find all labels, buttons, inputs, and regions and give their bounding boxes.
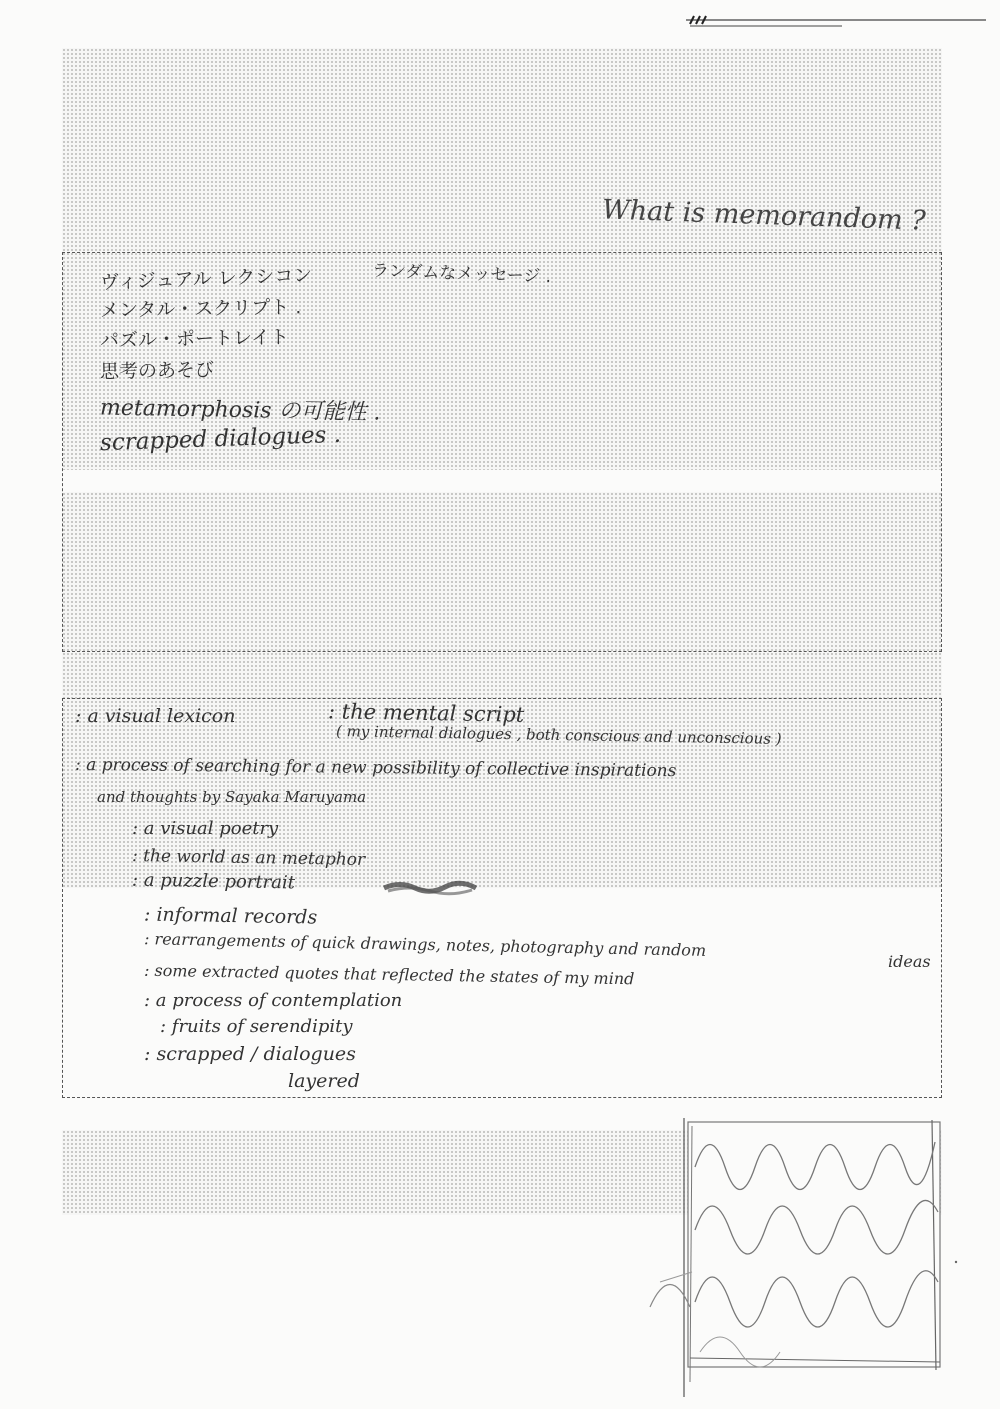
box2-line-3: ( my internal dialogues , both conscious and unconscious ) bbox=[335, 722, 782, 748]
box1-line-2: メンタル・スクリプト . bbox=[99, 296, 302, 322]
box2-line-4: : a process of searching for a new possibility of collective inspirations bbox=[74, 754, 677, 782]
box2-line-11: ideas bbox=[888, 952, 931, 971]
box2-line-12: : some extracted quotes that reflected the states of my mind bbox=[143, 960, 635, 989]
box2-line-9: : informal records bbox=[143, 903, 318, 929]
box2-line-6: : a visual poetry bbox=[132, 818, 279, 839]
box2-line-10: : rearrangements of quick drawings, notes, photography and random bbox=[143, 929, 707, 960]
box1-line-3: パズル・ポートレイト bbox=[99, 326, 290, 352]
box2-line-1: : a visual lexicon bbox=[75, 705, 236, 727]
box1-right-line: ランダムなメッセージ . bbox=[371, 260, 552, 288]
pencil-wave-sketch bbox=[640, 1112, 960, 1402]
box2-line-16: layered bbox=[288, 1070, 360, 1092]
box2-line-15: : scrapped / dialogues bbox=[144, 1043, 356, 1065]
box1-line-4: 思考のあそび bbox=[99, 359, 215, 383]
box1-line-1: ヴィジュアル レクシコン bbox=[99, 264, 313, 294]
page-title: What is memorandom ? bbox=[601, 194, 927, 237]
box1-line-6: scrapped dialogues . bbox=[99, 421, 342, 457]
box2-line-7: : the world as an metaphor bbox=[131, 845, 366, 871]
header-mark bbox=[686, 6, 986, 32]
box2-line-13: : a process of contemplation bbox=[144, 990, 403, 1011]
box2-line-2: : the mental script bbox=[327, 699, 525, 727]
box2-line-5: and thoughts by Sayaka Maruyama bbox=[97, 788, 367, 806]
box2-line-14: : fruits of serendipity bbox=[160, 1016, 353, 1037]
box1-line-5: metamorphosis の可能性 . bbox=[99, 395, 381, 426]
scribble-cross-out bbox=[380, 878, 480, 898]
box2-line-8: : a puzzle portrait bbox=[131, 869, 296, 894]
